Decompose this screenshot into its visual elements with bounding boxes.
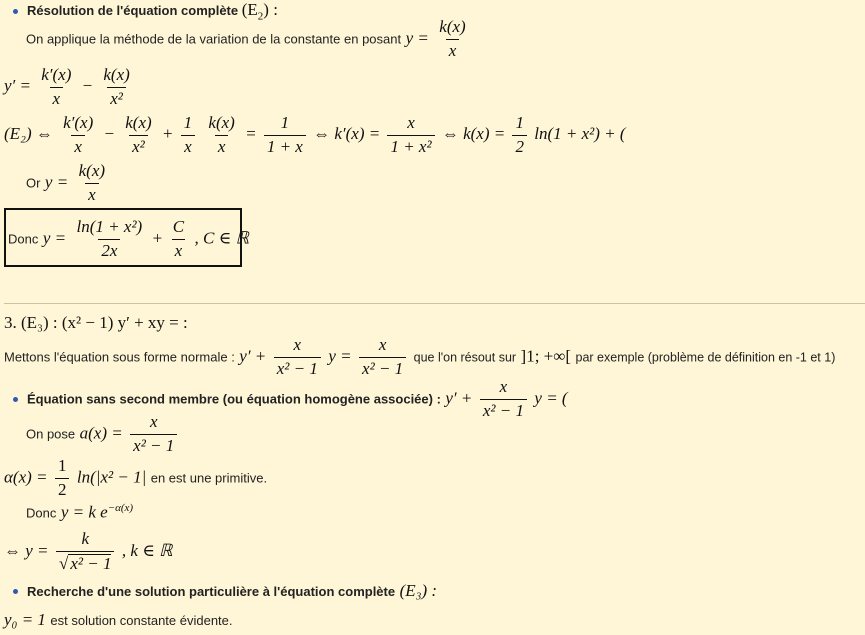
donc-ke-line: Donc y = k $e^{-\alpha(x)}$: [26, 502, 134, 522]
a-x-frac: $\frac{x}{\text{x² − 1}}$: [130, 413, 177, 455]
primitive-text: en est une primitive.: [150, 470, 268, 486]
normal-frac-1: $\frac{x}{\text{x² − 1}}$: [274, 336, 321, 378]
heading-equation: $(E_2)$ :: [241, 0, 278, 23]
bullet-icon: [13, 397, 18, 402]
or-fraction: $\frac{k(x)}{x}$: [78, 161, 106, 204]
donc-label: Donc: [8, 231, 39, 247]
interval: ]1; +∞[: [520, 346, 572, 366]
on-pose-line: On pose a(x) = $\frac{x}{\text{x² − 1}}$: [26, 413, 180, 455]
normal-form-line: Mettons l'équation sous forme normale : y′ + $\frac{x}{\text{x² − 1}}$ y = $\frac{x}{\text{x² − 1}}$ que l'on résout sur ]1; +∞[ par exemple (problème de définition en -1 et 1): [4, 335, 836, 378]
result-fraction-c: $\frac{C}{x}$: [172, 217, 185, 260]
ssm-frac: $\frac{x}{\text{x² − 1}}$: [480, 378, 527, 420]
bullet-icon: [13, 9, 18, 14]
e2-frac-6: $\frac{x}{\text{1 + x²}}$: [387, 114, 434, 156]
e2-frac-4: $\frac{k(x)}{x}$: [208, 113, 235, 156]
derivative-line: y′ = $\frac{k'(x)}{x}$ − $\frac{k(x)}{\text{x²}}$: [4, 66, 136, 108]
alpha-frac: $\frac{1}{2}$: [55, 457, 70, 499]
section-divider: [4, 303, 865, 304]
e2-frac-5: $\frac{1}{1 + x}$: [264, 114, 306, 156]
bullet-icon: [13, 589, 18, 594]
evidente-text: est solution constante évidente.: [50, 613, 233, 628]
fraction-kx-over-x2: $\frac{k(x)}{\text{x²}}$: [103, 65, 130, 108]
intro-text: On applique la méthode de la variation de la constante en posant: [26, 31, 402, 47]
e2-frac-2: $\frac{k(x)}{\text{x²}}$: [125, 113, 152, 156]
normal-frac-2: $\frac{x}{\text{x² − 1}}$: [359, 336, 406, 378]
result-line: Donc y = $\frac{\text{ln(1 + x²)}}{2x}$ + $\frac{C}{x}$ , C ∈ ℝ: [8, 217, 249, 260]
particular-heading-line: Recherche d'une solution particulière à l'équation complète (E₃) :: [0, 581, 437, 601]
ssm-heading: Équation sans second membre (ou équation homogène associée) :: [27, 391, 441, 407]
heading-text: Résolution de l'équation complète: [27, 3, 239, 18]
par-exemple-text: par exemple (problème de définition en -1 et 1): [575, 350, 836, 365]
e2-frac-7: $\frac{1}{2}$: [512, 114, 527, 156]
or-line: Or y = $\frac{k(x)}{x}$: [26, 162, 111, 204]
mettons-text: Mettons l'équation sous forme normale :: [4, 349, 235, 365]
sqrt-line: ⇔ y = $\frac{k}{\text{√ x² − 1}}$ , k ∈ ℝ: [4, 529, 173, 573]
e2-frac-1: $\frac{k'(x)}{x}$: [63, 113, 94, 156]
y0-line: y₀ = 1 est solution constante évidente.: [4, 610, 233, 629]
fraction-kpx-over-x: $\frac{k'(x)}{x}$: [41, 65, 72, 108]
intro-line: [26, 18, 472, 60]
e3-title: 3. (E₃) : (x² − 1) y′ + xy = :: [4, 313, 188, 332]
e2-equivalence-line: (E₂) ⇔ $\frac{k'(x)}{x}$ − $\frac{k(x)}{\text{x²}}$ + $\frac{1}{x}$ $\frac{k(x)}{x}$ = $\frac{1}{1 + x}$ ⇔ k′(x) = $\frac{x}{\text{1 + x²}}$ ⇔ k(x) = $\frac{1}{2}$ ln(1 + x²) + (: [4, 113, 626, 156]
or-label: Or: [26, 175, 41, 191]
sqrt-frac: $\frac{k}{\text{√ x² − 1}}$: [56, 530, 114, 573]
e2-frac-3: $\frac{1}{x}$: [181, 114, 196, 156]
fraction-kx-over-x: $\frac{k(x)}{x}$: [439, 17, 466, 60]
on-pose-text: On pose: [26, 426, 76, 442]
ssm-heading-line: Équation sans second membre (ou équation homogène associée) : y′ + $\frac{x}{\text{x² − 1}}$ y = (: [0, 378, 568, 420]
resout-text: que l'on résout sur: [413, 350, 517, 365]
result-fraction-ln: $\frac{\text{ln(1 + x²)}}{2x}$: [76, 217, 143, 260]
intro-y-eq: y =: [405, 28, 429, 48]
alpha-line: α(x) = $\frac{1}{2}$ ln(|x² − 1| en est une primitive.: [4, 456, 268, 499]
particular-heading: Recherche d'une solution particulière à l'équation complète: [27, 584, 396, 599]
